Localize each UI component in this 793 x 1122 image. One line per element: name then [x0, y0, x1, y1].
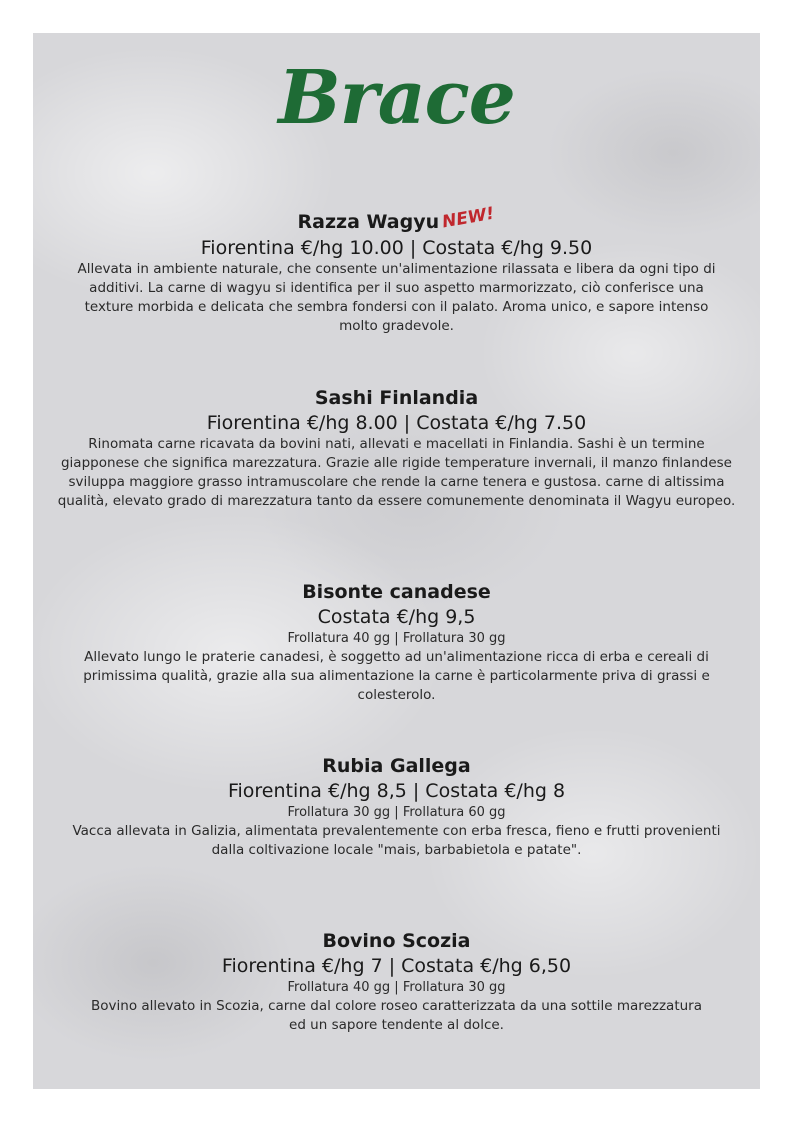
item-description: Rinomata carne ricavata da bovini nati, allevati e macellati in Finlandia. Sashi è un termine giapponese che significa marezzatura. Grazie alle rigide temperature invernali, il manzo finlandese sviluppa maggiore grasso intramuscolare che rende la carne tenera e gustosa. carne di altissima qualità, elevato grado di marezzatura tanto da essere comunemente denominata il Wagyu europeo.: [57, 436, 736, 509]
item-name: Bisonte canadese: [302, 581, 491, 603]
menu-item-bisonte-canadese: [55, 580, 738, 705]
item-price: Fiorentina €/hg 8,5 | Costata €/hg 8: [227, 780, 566, 802]
item-name: Sashi Finlandia: [314, 387, 479, 409]
item-aging: Frollatura 40 gg | Frollatura 30 gg: [287, 631, 506, 646]
menu-item-rubia-gallega: [55, 754, 738, 860]
item-name: Bovino Scozia: [322, 930, 471, 952]
item-description: Vacca allevata in Galizia, alimentata prevalentemente con erba fresca, fieno e frutti provenienti dalla coltivazione locale "mais, barbabietola e patate".: [72, 823, 721, 858]
menu-item-sashi-finlandia: [55, 386, 738, 511]
new-badge: NEW!: [440, 203, 496, 233]
item-price: Fiorentina €/hg 8.00 | Costata €/hg 7.50: [206, 412, 587, 434]
item-price: Costata €/hg 9,5: [317, 606, 476, 628]
menu-item-razza-wagyu: [55, 203, 738, 336]
page-title: Brace: [278, 55, 515, 141]
item-name: Rubia Gallega: [322, 755, 471, 777]
menu-item-bovino-scozia: [55, 929, 738, 1035]
item-name-line: [55, 203, 738, 236]
item-aging: Frollatura 30 gg | Frollatura 60 gg: [287, 805, 506, 820]
item-description: Allevato lungo le praterie canadesi, è soggetto ad un'alimentazione ricca di erba e cereali di primissima qualità, grazie alla sua alimentazione la carne è particolarmente priva di grassi e colesterolo.: [83, 649, 710, 703]
item-price: Fiorentina €/hg 7 | Costata €/hg 6,50: [221, 955, 572, 977]
item-description: Bovino allevato in Scozia, carne dal colore roseo caratterizzata da una sottile marezzatura ed un sapore tendente al dolce.: [91, 998, 702, 1033]
item-price: Fiorentina €/hg 10.00 | Costata €/hg 9.50: [200, 237, 593, 259]
item-description: Allevata in ambiente naturale, che consente un'alimentazione rilassata e libera da ogni tipo di additivi. La carne di wagyu si identifica per il suo aspetto marmorizzato, ciò conferisce una texture morbida e delicata che sembra fondersi con il palato. Aroma unico, e sapore intenso molto gradevole.: [77, 261, 716, 334]
item-name: Razza Wagyu: [297, 211, 440, 233]
item-aging: Frollatura 40 gg | Frollatura 30 gg: [287, 980, 506, 995]
